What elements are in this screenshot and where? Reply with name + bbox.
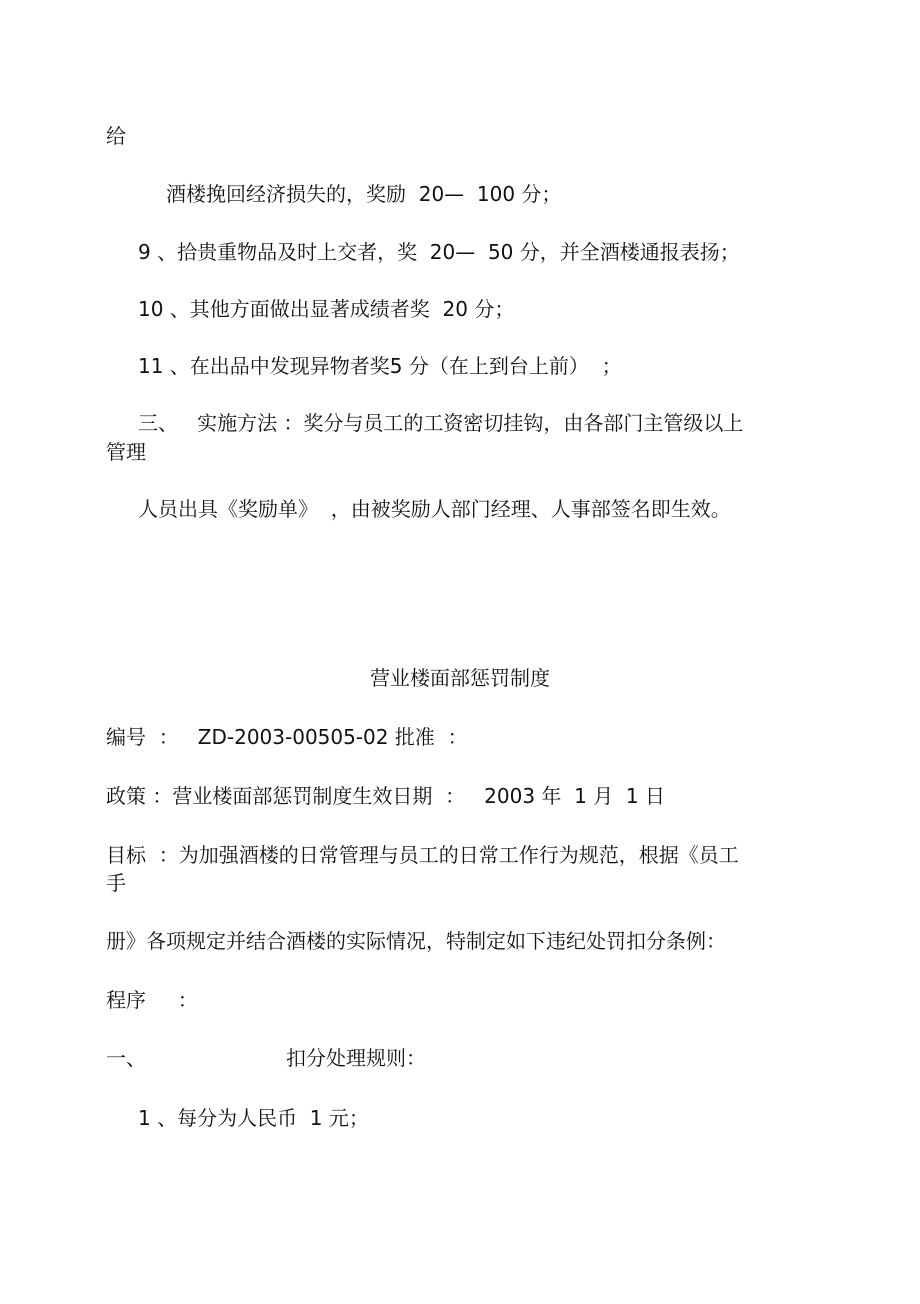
goal-text-part3: 册》各项规定并结合酒楼的实际情况，特制定如下违纪处罚扣分条例： <box>106 929 726 953</box>
list-item-11: 11 、在出品中发现异物者奖5 分（在上到台上前） ； <box>138 354 622 378</box>
goal-text-part1: 目标 ：为加强酒楼的日常管理与员工的日常工作行为规范，根据《员工 <box>106 843 739 867</box>
text-line-recover-loss: 酒楼挽回经济损失的，奖励 20— 100 分； <box>166 182 562 206</box>
section-1-number: 一、 <box>106 1046 146 1070</box>
rule-1: 1 、每分为人民币 1 元； <box>138 1106 369 1130</box>
policy-line: 政策 ：营业楼面部惩罚制度生效日期 ： 2003 年 1 月 1 日 <box>106 784 665 808</box>
section-3-text-part3: 人员出具《奖励单》 ，由被奖励人部门经理、人事部签名即生效。 <box>138 497 731 521</box>
document-title: 营业楼面部惩罚制度 <box>370 666 550 690</box>
list-item-9: 9 、拾贵重物品及时上交者，奖 20— 50 分，并全酒楼通报表扬； <box>138 240 740 264</box>
list-item-10: 10 、其他方面做出显著成绩者奖 20 分； <box>138 297 515 321</box>
procedure-line: 程序 ： <box>106 988 198 1012</box>
document-number-line: 编号 ： ZD-2003-00505-02 批准 ： <box>106 725 468 749</box>
section-1-title: 扣分处理规则： <box>286 1046 426 1070</box>
section-3-text-part2: 管理 <box>106 440 146 464</box>
text-line-gei: 给 <box>106 124 126 148</box>
section-3-text-part1: 三、 实施方法 ：奖分与员工的工资密切挂钩，由各部门主管级以上 <box>138 411 744 435</box>
goal-text-part2: 手 <box>106 871 126 895</box>
